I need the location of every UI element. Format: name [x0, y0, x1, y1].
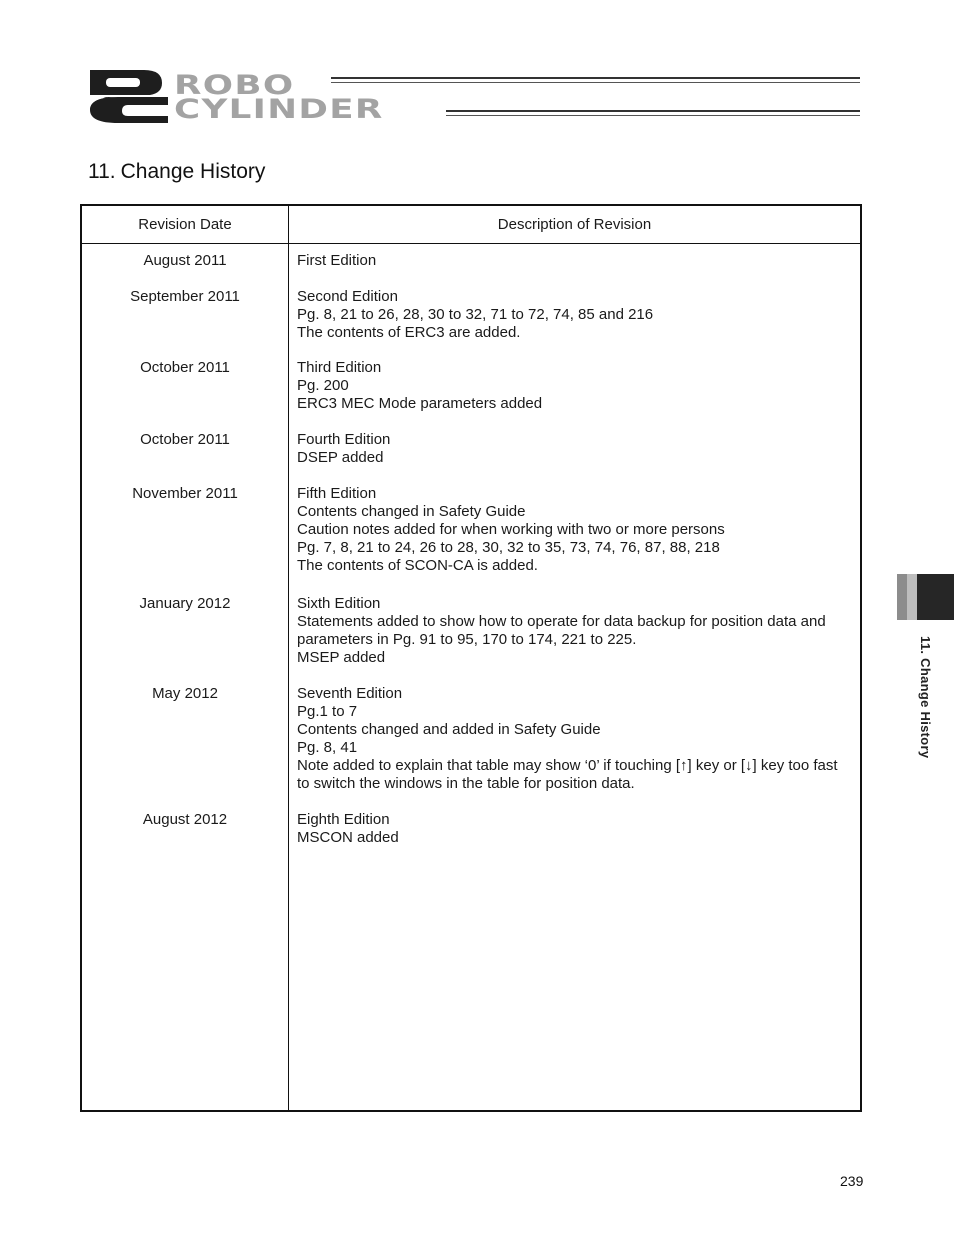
description-line: Statements added to show how to operate for data backup for position data and parameters in Pg. 91 to 95, 170 to 174, 221 to 225.	[297, 613, 826, 648]
revision-description	[297, 359, 850, 413]
description-line: Caution notes added for when working with two or more persons	[297, 521, 725, 538]
description-line: DSEP added	[297, 449, 384, 466]
description-line: Sixth Edition	[297, 595, 381, 612]
rc-logo-mark	[88, 68, 174, 124]
tab-stripe	[907, 574, 917, 620]
revision-description	[297, 485, 850, 575]
page-title	[88, 160, 265, 184]
revision-date: May 2012	[152, 685, 218, 702]
header-revision-date: Revision Date	[138, 216, 232, 233]
chapter-tab-marker	[897, 574, 954, 620]
description-line: ERC3 MEC Mode parameters added	[297, 395, 543, 412]
description-line: Pg. 8, 21 to 26, 28, 30 to 32, 71 to 72, 74, 85 and 216	[297, 306, 654, 323]
section-title: Change History	[120, 160, 266, 183]
description-line: Contents changed in Safety Guide	[297, 503, 526, 520]
revision-date: January 2012	[139, 595, 231, 612]
tab-block	[917, 574, 954, 620]
robo-cylinder-logo	[88, 68, 860, 124]
description-line: The contents of ERC3 are added.	[297, 324, 521, 341]
revision-description	[297, 811, 850, 847]
description-line: Fifth Edition	[297, 485, 377, 502]
description-line: The contents of SCON-CA is added.	[297, 557, 538, 574]
description-line: Note added to explain that table may show ‘0’ if touching [↑] key or [↓] key too fast to switch the windows in the table for position data.	[297, 757, 838, 792]
revision-date: August 2011	[143, 252, 227, 269]
description-line: First Edition	[297, 252, 377, 269]
description-line: Pg. 8, 41	[297, 739, 358, 756]
description-line: Eighth Edition	[297, 811, 390, 828]
description-line: Third Edition	[297, 359, 382, 376]
header-description: Description of Revision	[497, 216, 652, 233]
page-number: 239	[840, 1173, 864, 1189]
revision-description	[297, 685, 850, 793]
description-line: MSEP added	[297, 649, 386, 666]
column-divider	[288, 206, 289, 1110]
description-line: Second Edition	[297, 288, 398, 305]
description-line: Seventh Edition	[297, 685, 403, 702]
description-line: MSCON added	[297, 829, 399, 846]
description-line: Pg.1 to 7	[297, 703, 358, 720]
logo-rule	[446, 115, 860, 116]
logo-word-cylinder: CYLINDER	[174, 94, 384, 125]
revision-description	[297, 431, 850, 467]
description-line: Fourth Edition	[297, 431, 391, 448]
revision-date: October 2011	[140, 431, 230, 448]
revision-description	[297, 252, 850, 270]
tab-stripe	[897, 574, 907, 620]
description-line: Contents changed and added in Safety Guide	[297, 721, 601, 738]
revision-description	[297, 288, 850, 342]
revision-description	[297, 595, 850, 667]
logo-word-robo: ROBO	[174, 70, 295, 101]
logo-rule	[446, 110, 860, 112]
table-header-row	[82, 206, 860, 244]
revision-date: November 2011	[132, 485, 238, 502]
description-line: Pg. 200	[297, 377, 349, 394]
section-number: 11.	[88, 160, 116, 183]
change-history-table	[80, 204, 862, 1112]
revision-date: October 2011	[140, 359, 230, 376]
logo-rule	[331, 77, 860, 79]
description-line: Pg. 7, 8, 21 to 24, 26 to 28, 30, 32 to 35, 73, 74, 76, 87, 88, 218	[297, 539, 720, 556]
logo-rule	[331, 82, 860, 83]
chapter-side-label: 11. Change History	[918, 636, 933, 759]
revision-date: August 2012	[142, 811, 228, 828]
revision-date: September 2011	[130, 288, 240, 305]
